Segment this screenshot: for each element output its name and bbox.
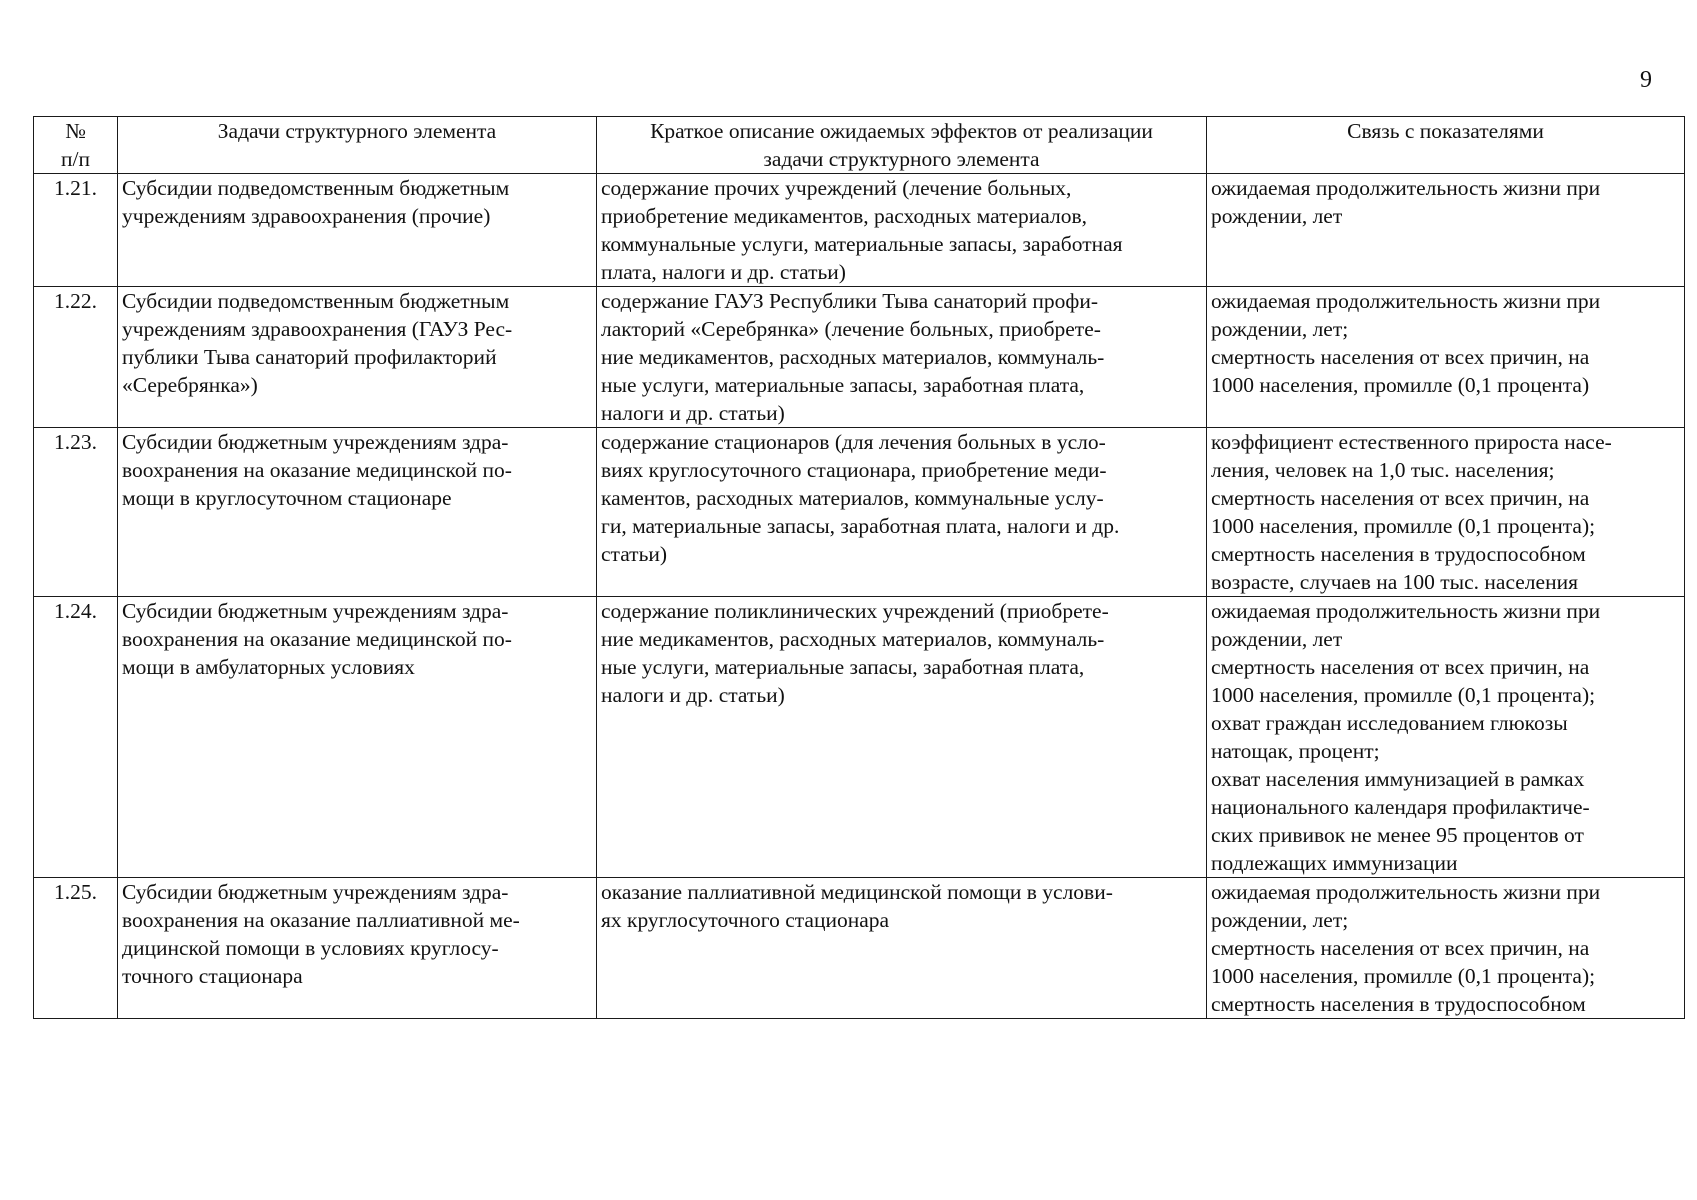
table-row [34, 174, 1685, 287]
table-body [34, 174, 1685, 1019]
row-task: Субсидии бюджетным учреждениям здра- воохранения на оказание паллиативной ме- дицинской помощи в условиях круглосу- точного стационара [118, 878, 597, 1019]
row-indicators: ожидаемая продолжительность жизни при рождении, лет; смертность населения от всех причин, на 1000 населения, промилле (0,1 процента) [1207, 287, 1685, 428]
row-description: содержание прочих учреждений (лечение больных, приобретение медикаментов, расходных материалов, коммунальные услуги, материальные запасы, заработная плата, налоги и др. статьи) [597, 174, 1207, 287]
header-number: № п/п [34, 117, 118, 174]
header-indicators: Связь с показателями [1207, 117, 1685, 174]
row-task: Субсидии бюджетным учреждениям здра- воохранения на оказание медицинской по- мощи в амбулаторных условиях [118, 597, 597, 878]
row-number: 1.21. [34, 174, 118, 287]
table-row [34, 597, 1685, 878]
row-indicators: ожидаемая продолжительность жизни при рождении, лет смертность населения от всех причин, на 1000 населения, промилле (0,1 процента); охват граждан исследованием глюкозы натощак, процент; охват населения иммунизацией в рамках национального календаря профилактиче- ских прививок не менее 95 процентов от подлежащих иммунизации [1207, 597, 1685, 878]
page-number: 9 [1640, 67, 1652, 93]
row-task: Субсидии подведомственным бюджетным учреждениям здравоохранения (прочие) [118, 174, 597, 287]
table-row [34, 878, 1685, 1019]
row-description: содержание стационаров (для лечения больных в усло- виях круглосуточного стационара, приобретение меди- каментов, расходных материалов, коммунальные услу- ги, материальные запасы, заработная плата, налоги и др. статьи) [597, 428, 1207, 597]
table-row [34, 428, 1685, 597]
row-task: Субсидии бюджетным учреждениям здра- воохранения на оказание медицинской по- мощи в круглосуточном стационаре [118, 428, 597, 597]
row-description: оказание паллиативной медицинской помощи в услови- ях круглосуточного стационара [597, 878, 1207, 1019]
table-header [34, 117, 1685, 174]
row-indicators: ожидаемая продолжительность жизни при рождении, лет; смертность населения от всех причин, на 1000 населения, промилле (0,1 процента); смертность населения в трудоспособном [1207, 878, 1685, 1019]
row-indicators: ожидаемая продолжительность жизни при рождении, лет [1207, 174, 1685, 287]
row-task: Субсидии подведомственным бюджетным учреждениям здравоохранения (ГАУЗ Рес- публики Тыва санаторий профилакторий «Серебрянка») [118, 287, 597, 428]
row-number: 1.25. [34, 878, 118, 1019]
header-task: Задачи структурного элемента [118, 117, 597, 174]
header-row [34, 117, 1685, 174]
table-row [34, 287, 1685, 428]
row-number: 1.24. [34, 597, 118, 878]
row-number: 1.22. [34, 287, 118, 428]
structural-element-table [33, 116, 1685, 1019]
row-description: содержание ГАУЗ Республики Тыва санаторий профи- лакторий «Серебрянка» (лечение больных, приобрете- ние медикаментов, расходных материалов, коммуналь- ные услуги, материальные запасы, заработная плата, налоги и др. статьи) [597, 287, 1207, 428]
header-description: Краткое описание ожидаемых эффектов от реализации задачи структурного элемента [597, 117, 1207, 174]
row-number: 1.23. [34, 428, 118, 597]
row-description: содержание поликлинических учреждений (приобрете- ние медикаментов, расходных материалов, коммуналь- ные услуги, материальные запасы, заработная плата, налоги и др. статьи) [597, 597, 1207, 878]
row-indicators: коэффициент естественного прироста насе- ления, человек на 1,0 тыс. населения; смертность населения от всех причин, на 1000 населения, промилле (0,1 процента); смертность населения в трудоспособном возрасте, случаев на 100 тыс. населения [1207, 428, 1685, 597]
